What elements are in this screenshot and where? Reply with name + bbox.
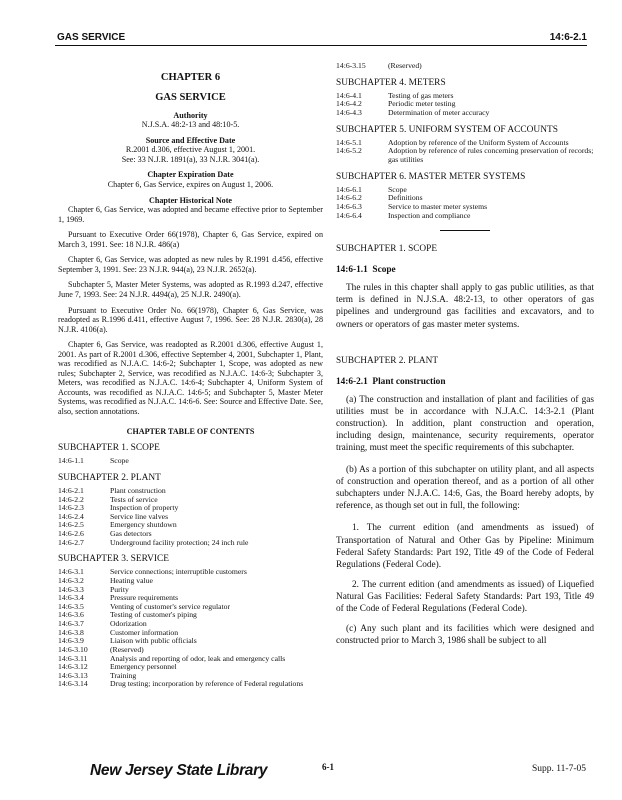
toc-entry [336,212,594,221]
authority-heading: Authority [173,110,208,120]
toc-entry-title: Testing of customer's piping [110,610,197,620]
toc-entry-number: 14:6-3.14 [58,679,88,689]
toc-entry-title: Customer information [110,627,179,637]
toc-entry-title: Purity [110,584,129,594]
toc-entry [336,109,594,118]
section-paragraph: (c) Any such plant and its facilities which were designed and constructed prior to March 3, 1986 shall be subject to all [336,624,594,647]
toc-entry-number: 14:6-3.15 [336,61,366,70]
toc-entry-title: Emergency personnel [110,662,177,672]
section-number: 14:6-2.1 [336,376,368,387]
toc-entry-number: 14:6-3.7 [58,619,84,629]
toc-entry-number: 14:6-3.2 [58,575,84,585]
history-paragraph: Subchapter 5, Master Meter Systems, was adopted as R.1993 d.247, effective June 7, 1993. See: 24 N.J.R. 4494(a), 25 N.J.R. 2490(a). [58,280,323,299]
toc-entry-number: 14:6-1.1 [58,456,84,466]
toc-entry-number: 14:6-2.2 [58,494,84,504]
toc-entry [58,521,323,530]
toc-entry [58,655,323,664]
toc-subchapter-heading: SUBCHAPTER 2. PLANT [58,472,161,483]
toc-entry-title: Underground facility protection; 24 inch rule [110,537,249,547]
history-paragraph: Chapter 6, Gas Service, was adopted as new rules by R.1991 d.456, effective September 3, 1991. See: 23 N.J.R. 944(a), 23 N.J.R. 2652(a). [58,255,323,274]
toc-entry-title: Testing of gas meters [388,90,454,100]
toc-entry-number: 14:6-5.1 [336,137,362,147]
history-paragraph: Chapter 6, Gas Service, was readopted as R.2001 d.306, effective August 1, 2001. As part of R.2001 d.306, effective September 4, 2001, Subchapter 1, Plant, was recodified as N.J.A.C. 14:6-2; Subchapter 1, Scope, was adopted as new rules; Subchapter 2, Service, was recodified as N.J.A.C. 14:6-3; Subchapter 3, Meters, was recodified as N.J.A.C. 14:6-4; Subchapter 4, Uniform System of Accounts, was recodified as N.J.A.C. 14:6-5; and Subchapter 5, Master Meter Systems, was recodified as N.J.A.C. 14:6-6. See: Source and Effective Date. See, also, section annotations. [58,340,323,416]
toc-entry [58,680,323,689]
section-divider [440,230,490,231]
toc-entry-number: 14:6-2.6 [58,529,84,538]
section-paragraph: (a) The construction and installation of plant and facilities of gas utilities must be in accordance with N.J.A.C. 14:3-2.1 (Plant construction). In addition, plant construction and operation, including design, maintenance, security requirements, operator training, must meet the specific requirements of this subchapter. [336,394,594,454]
toc-entry-number: 14:6-6.2 [336,193,362,203]
supplement-date: Supp. 11-7-05 [531,764,586,774]
toc-entry [58,663,323,672]
header-section: 14:6-2.1 [549,32,587,43]
toc-entry-title: Service connections; interruptible customers [110,567,247,577]
toc-entry-number: 14:6-2.4 [58,511,84,521]
toc-entry-title: Scope [388,184,407,194]
section-title: Plant construction [372,376,446,387]
toc-entry-number: 14:6-3.3 [58,584,84,594]
toc-entry-number: 14:6-3.5 [58,601,84,611]
toc-entry [336,147,594,164]
toc-entry [336,186,594,195]
history-heading: Chapter Historical Note [148,195,233,205]
toc-entry-number: 14:6-3.13 [58,670,88,680]
toc-entry-title: Liaison with public officials [110,636,197,646]
toc-entry-number: 14:6-3.11 [58,653,88,663]
history-paragraph: Pursuant to Executive Order No. 66(1978), Chapter 6, Gas Service, was readopted as R.1996 d.411, effective August 7, 1996. See: 28 N.J.R. 2830(a), 28 N.J.R. 4106(a). [58,305,323,334]
toc-entry [58,487,323,496]
toc-entry-title: Plant construction [110,485,166,495]
toc-entry [58,513,323,522]
toc-entry [58,568,323,577]
toc-entry-title: Periodic meter testing [388,99,456,109]
table-of-contents-continued [336,62,594,220]
toc-entry-title: Definitions [388,193,423,203]
header-title: GAS SERVICE [57,32,126,43]
source-heading: Source and Effective Date [145,135,236,145]
toc-entry [58,496,323,505]
history-paragraph: Chapter 6, Gas Service, was adopted and became effective prior to September 1, 1969. [58,205,323,224]
toc-entry-title: Training [110,670,137,680]
toc-entry-title: (Reserved) [110,644,144,654]
toc-entry-title: Service to master meter systems [388,201,488,211]
toc-entry-number: 14:6-3.6 [58,610,84,620]
history-paragraph: Pursuant to Executive Order 66(1978), Chapter 6, Gas Service, expired on March 3, 1991. See: 18 N.J.R. 486(a) [58,230,323,249]
toc-subchapter-heading: SUBCHAPTER 4. METERS [336,77,446,88]
toc-entry-title: Service line valves [110,511,169,521]
toc-entry-title: (Reserved) [388,61,422,70]
toc-entry-number: 14:6-5.2 [336,146,362,156]
toc-entry-number: 14:6-6.3 [336,201,362,211]
section-title: Scope [372,265,396,276]
toc-entry-title: Inspection and compliance [388,210,471,220]
toc-entry-title: Scope [110,456,129,466]
right-column [336,62,594,647]
section-heading [336,264,594,276]
toc-entry-title: Pressure requirements [110,593,179,603]
section-paragraph: The rules in this chapter shall apply to gas public utilities, as that term is defined in N.J.S.A. 48:2-13, to other operators of gas pipelines and underground gas facilities and excavators, and to owners or operators of gas master meter systems. [336,283,594,330]
toc-entry-number: 14:6-2.7 [58,537,84,547]
toc-heading: CHAPTER TABLE OF CONTENTS [126,426,255,436]
toc-entry-number: 14:6-2.1 [58,485,84,495]
section-number: 14:6-1.1 [336,265,368,276]
toc-entry-number: 14:6-4.3 [336,107,362,117]
toc-entry [58,586,323,595]
chapter-title: GAS SERVICE [155,92,226,104]
toc-entry-title: Emergency shutdown [110,520,177,530]
toc-subchapter-heading: SUBCHAPTER 6. MASTER METER SYSTEMS [336,171,526,182]
toc-subchapter-heading: SUBCHAPTER 5. UNIFORM SYSTEM OF ACCOUNTS [336,124,558,135]
toc-entry-number: 14:6-6.4 [336,210,362,220]
page-number: 6-1 [322,762,334,772]
toc-entry-title: Heating value [110,575,153,585]
toc-entry-title: Venting of customer's service regulator [110,601,231,611]
section-paragraph: 1. The current edition (and amendments as issued) of Transportation of Natural and Other Gas by Pipeline: Minimum Federal Safety Standards: Part 192, Title 49 of the Code of Federal Regulations (Federal Code). [336,523,594,570]
section-heading [336,376,594,388]
section-paragraph: (b) As a portion of this subchapter on utility plant, and all aspects of construction and operation thereof, and as a portion of all other subchapters under N.J.A.C. 14:6, Gas, the Board hereby adopts, by reference, as though set out in full, the following: [336,465,594,512]
table-of-contents [58,443,323,689]
toc-entry-title: Inspection of property [110,503,179,513]
toc-entry-number: 14:6-3.1 [58,567,84,577]
toc-entry-number: 14:6-3.10 [58,644,88,654]
toc-entry-number: 14:6-3.12 [58,662,88,672]
left-column [58,62,323,689]
toc-subchapter-heading: SUBCHAPTER 1. SCOPE [58,443,160,454]
toc-subchapter-heading: SUBCHAPTER 3. SERVICE [58,554,169,565]
toc-entry [336,62,594,71]
toc-entry-number: 14:6-4.1 [336,90,362,100]
toc-entry [58,539,323,548]
toc-entry-title: Tests of service [110,494,158,504]
toc-entry-number: 14:6-3.4 [58,593,84,603]
toc-entry [58,637,323,646]
toc-entry [58,504,323,513]
library-wordmark: New Jersey State Library [90,762,268,779]
toc-entry-number: 14:6-2.5 [58,520,84,530]
toc-entry-number: 14:6-3.8 [58,627,84,637]
toc-entry-title: Odorization [110,619,147,629]
toc-entry-title: Adoption by reference of the Uniform System of Accounts [388,137,569,147]
toc-entry [336,92,594,101]
toc-entry-number: 14:6-4.2 [336,99,362,109]
subchapter-heading: SUBCHAPTER 2. PLANT [336,355,439,366]
toc-entry-title: Determination of meter accuracy [388,107,490,117]
authority-text: N.J.S.A. 48:2-13 and 48:10-5. [141,120,240,130]
toc-entry [58,577,323,586]
toc-entry-title: Analysis and reporting of odor, leak and emergency calls [110,653,286,663]
section-paragraph: 2. The current edition (and amendments as issued) of Liquefied Natural Gas Facilities: Federal Safety Standards: Part 193, Title 49 of the Code of Federal Regulations (Federal Code). [336,579,594,614]
chapter-number: CHAPTER 6 [160,72,221,83]
toc-entry [58,620,323,629]
toc-entry-number: 14:6-2.3 [58,503,84,513]
expiration-heading: Chapter Expiration Date [147,170,234,180]
toc-entry-title: Drug testing; incorporation by reference of Federal regulations [110,679,304,689]
source-line: See: 33 N.J.R. 1891(a), 33 N.J.R. 3041(a). [121,154,260,164]
toc-entry-number: 14:6-3.9 [58,636,84,646]
expiration-text: Chapter 6, Gas Service, expires on August 1, 2006. [107,180,274,190]
toc-entry-number: 14:6-6.1 [336,184,362,194]
toc-entry [58,611,323,620]
running-header [55,30,587,46]
source-line: R.2001 d.306, effective August 1, 2001. [125,145,256,155]
toc-entry-title: Adoption by reference of rules concerning preservation of records; gas utilities [388,146,594,164]
toc-entry-title: Gas detectors [110,529,152,538]
subchapter-heading: SUBCHAPTER 1. SCOPE [336,244,437,255]
toc-entry [58,457,323,466]
